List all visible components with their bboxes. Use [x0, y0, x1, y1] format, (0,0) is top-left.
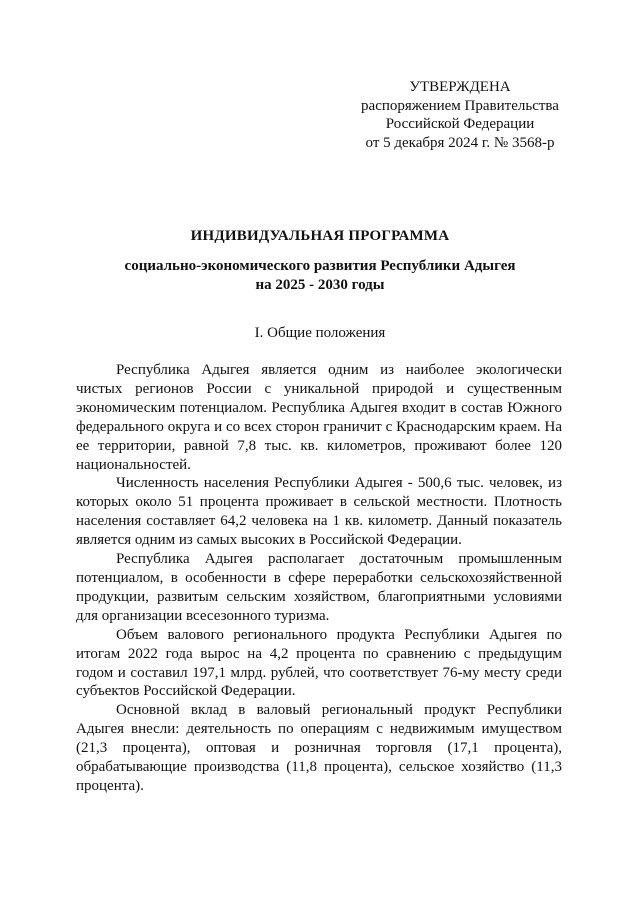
approval-authority-line: распоряжением Правительства	[361, 97, 559, 114]
paragraph-5: Основной вклад в валовый региональный продукт Республики Адыгея внесли: деятельность по операциям с недвижимым имуществом (21,3 процента), оптовая и розничная торговля (17,1 процента), обрабатывающие производства (11,8 процента), сельское хозяйство (11,3 процента).	[76, 702, 562, 794]
paragraph-4: Объем валового регионального продукта Республики Адыгея по итогам 2022 года вырос на 4,2 процента по сравнению с предыдущим годом и составил 197,1 млрд. рублей, что соответствует 76-му месту среди субъектов Российской Федерации.	[76, 626, 562, 700]
approval-status: УТВЕРЖДЕНА	[409, 79, 511, 95]
paragraph-2: Численность населения Республики Адыгея - 500,6 тыс. человек, из которых около 51 процента проживает в сельской местности. Плотность населения составляет 64,2 человека на 1 кв. километр. Данный показатель является одним из самых высоких в Российской Федерации.	[76, 475, 562, 549]
document-subtitle-line2: на 2025 - 2030 годы	[255, 277, 385, 293]
document-subtitle	[70, 257, 570, 295]
body-text	[76, 361, 562, 796]
approval-stamp	[340, 78, 580, 152]
paragraph-1: Республика Адыгея является одним из наиболее экологически чистых регионов России с уникальной природой и существенным экономическим потенциалом. Республика Адыгея входит в состав Южного федерального округа и со всех сторон граничит с Краснодарским краем. На ее территории, равной 7,8 тыс. кв. километров, проживают более 120 национальностей.	[76, 362, 562, 473]
document-subtitle-line1: социально-экономического развития Республики Адыгея	[124, 258, 516, 274]
document-title: ИНДИВИДУАЛЬНАЯ ПРОГРАММА	[190, 228, 450, 244]
approval-date-number: от 5 декабря 2024 г. № 3568-р	[365, 134, 555, 151]
document-title-block	[70, 227, 570, 295]
paragraph-3: Республика Адыгея располагает достаточным промышленным потенциалом, в особенности в сфере переработки сельскохозяйственной продукции, развитым сельским хозяйством, благоприятными условиями для организации всесезонного туризма.	[76, 551, 562, 624]
approval-government-line: Российской Федерации	[385, 116, 535, 132]
section-heading: I. Общие положения	[254, 325, 386, 341]
